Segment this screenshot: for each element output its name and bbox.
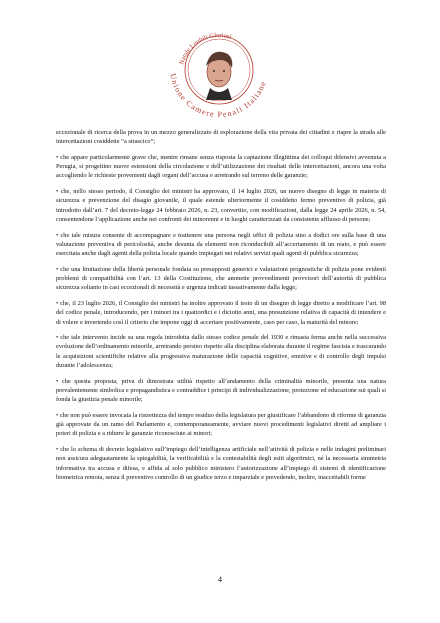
- ucpi-seal-icon: [160, 8, 278, 126]
- paragraph: • che appare particolarmente grave che, mentre rimane senza risposta la captazione illegittima dei colloqui difensivi avvenuta a Perugia, si progettino nuove estensioni della circolazione e dell’utilizzazione dei risultati delle intercettazioni, ancora una volta accogliendo le richieste provenienti dagli organi dell’accusa e arretrando sul terreno delle garanzie;: [56, 153, 386, 180]
- paragraph: • che lo schema di decreto legislativo sull’impiego dell’intelligenza artificiale nell’attività di polizia e nelle indagini preliminari non assicura adeguatamente la spiegabilità, la verificabilità e la contestabilità degli esiti algoritmici, né la necessaria simmetria informativa tra accusa e difesa, e affida al solo pubblico ministero l’autorizzazione all’impiego di sistemi di identificazione biometrica remota, senza il preventivo controllo di un giudice terzo e imparziale e prevedendo, inoltre, inaccettabili forme: [56, 445, 386, 481]
- paragraph: • che tale misura consente di accompagnare e trattenere una persona negli uffici di polizia sino a dodici ore sulla base di una valutazione preventiva di pericolosità, anche desunta da elementi non riconducibili all’accertamento di un reato, e può essere esercitata anche dagli agenti della polizia locale quando impiegati nei relativi servizi quali agenti di pubblica sicurezza;: [56, 231, 386, 258]
- paragraph: • che tale intervento incide su una regola introdotta dallo stesso codice penale del 1930 e rimasta ferma anche nella successiva evoluzione dell’ordinamento minorile, arretrando persino rispetto alla disciplina elaborata durante il regime fascista e trascurando le acquisizioni scientifiche relative alla progressiva maturazione delle capacità cognitive, emotive e di controllo degli impulsi durante l’adolescenza;: [56, 334, 386, 370]
- paragraph: • che questa proposta, priva di dimostrata utilità rispetto all’andamento della criminalità minorile, presenta una natura prevalentemente simbolica e propagandistica e contraddice i principi di individualizzazione, protezione ed educazione sui quali si fonda la giustizia penale minorile;: [56, 377, 386, 404]
- ucpi-logo: [160, 8, 278, 126]
- page-number: 4: [218, 575, 222, 584]
- paragraph: • che una limitazione della libertà personale fondata su presupposti generici e valutazioni prognostiche di polizia pone evidenti problemi di compatibilità con l’art. 13 della Costituzione, che ammette provvedimenti provvisori dell’autorità di pubblica sicurezza soltanto in casi eccezionali di necessità e urgenza indicati tassativamente dalla legge;: [56, 265, 386, 292]
- logo-text-bottom: Unione Camere Penali Italiane: [168, 72, 268, 120]
- paragraph: • che non può essere invocata la ristrettezza del tempo residuo della legislatura per giustificare l’abbandono di riforme di garanzia già approvate da un ramo del Parlamento e, contemporaneamente, avviare nuovi procedimenti legislativi diretti ad ampliare i poteri di polizia e a ridurre le garanzie riconosciute ai minori;: [56, 411, 386, 438]
- paragraph: • che, nello stesso periodo, il Consiglio dei ministri ha approvato, il 14 luglio 2026, un nuovo disegno di legge in materia di sicurezza e prevenzione del disagio giovanile, il quale estende ulteriormente il cosiddetto fermo preventivo di polizia, già introdotto dall’art. 7 del decreto-legge 24 febbraio 2026, n. 23, convertito, con modificazioni, dalla legge 24 aprile 2026, n. 54, consentendone l’applicazione anche nei confronti dei minorenni e in luoghi caratterizzati da consistente afflusso di persone;: [56, 188, 386, 223]
- paragraph: • che, il 23 luglio 2026, il Consiglio dei ministri ha inoltre approvato il testo di un disegno di legge diretto a modificare l’art. 98 del codice penale, introducendo, per i minori tra i quattordici e i diciotto anni, una presunzione relativa di capacità di intendere e di volere e invertendo così il criterio che impone oggi di accertare positivamente, caso per caso, la maturità del minore;: [56, 299, 386, 326]
- document-body: [56, 128, 386, 488]
- logo-text-top: Natale Loubili Gloriosi: [178, 31, 233, 66]
- paragraph: eccezionale di ricerca della prova in un mezzo generalizzato di esplorazione della vita privata dei cittadini e riapre la strada alle intercettazioni cosiddette “a strascico”;: [56, 129, 386, 146]
